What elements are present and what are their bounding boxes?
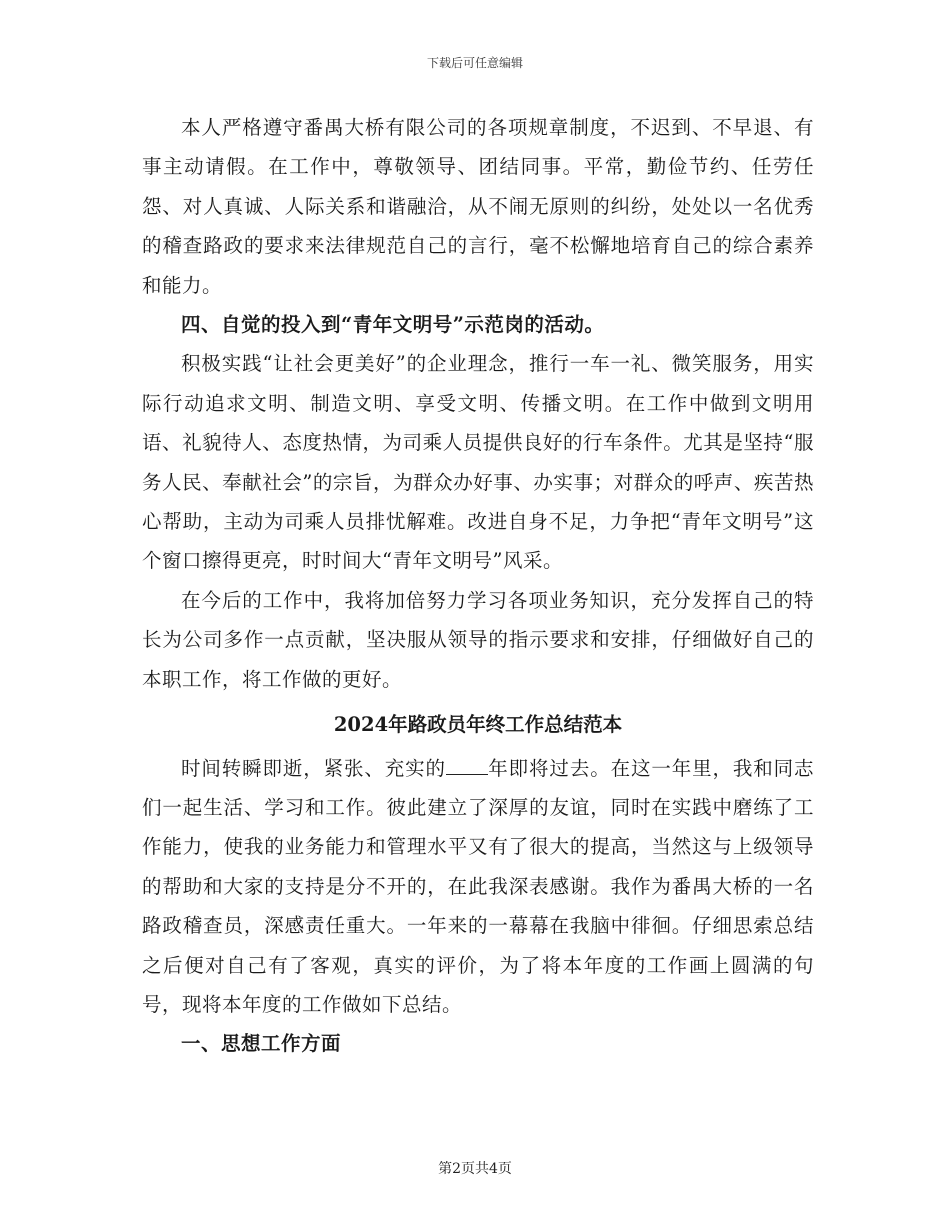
- year-blank-underline: [446, 756, 488, 775]
- intro-text-after: 年即将过去。在这一年里，我和同志们一起生活、学习和工作。彼此建立了深厚的友谊，同时在实践中磨练了工作能力，使我的业务能力和管理水平又有了很大的提高，当然这与上级领导的帮助和大家的支持是分不开的，在此我深表感谢。我作为番禺大桥的一名路政稽查员，深感责任重大。一年来的一幕幕在我脑中徘徊。仔细思索总结之后便对自己有了客观，真实的评价，为了将本年度的工作画上圆满的句号，现将本年度的工作做如下总结。: [142, 756, 814, 1016]
- section-heading-4: 四、自觉的投入到“青年文明号”示范岗的活动。: [181, 313, 605, 337]
- paragraph-civility: 积极实践“让社会更美好”的企业理念，推行一车一礼、微笑服务，用实际行动追求文明、制造文明、享受文明、传播文明。在工作中做到文明用语、礼貌待人、态度热情，为司乘人员提供良好的行车条件。尤其是坚持“服务人民、奉献社会”的宗旨，为群众办好事、办实事；对群众的呼声、疾苦热心帮助，主动为司乘人员排忧解难。改进自身不足，力争把“青年文明号”这个窗口擦得更亮，时时间大“青年文明号”风采。: [142, 352, 814, 573]
- document-body: [142, 108, 814, 1064]
- section-heading-1: 一、思想工作方面: [181, 1032, 342, 1056]
- intro-text-before: 时间转瞬即逝，紧张、充实的: [181, 756, 446, 780]
- paragraph-intro: [142, 749, 814, 1025]
- page-header-note: 下载后可任意编辑: [426, 56, 523, 70]
- paragraph-discipline: 本人严格遵守番禺大桥有限公司的各项规章制度，不迟到、不早退、有事主动请假。在工作中，尊敬领导、团结同事。平常，勤俭节约、任劳任怨、对人真诚、人际关系和谐融洽，从不闹无原则的纠纷，处处以一名优秀的稽查路政的要求来法律规范自己的言行，毫不松懈地培育自己的综合素养和能力。: [142, 116, 814, 297]
- page-number: 第2页共4页: [438, 1161, 512, 1177]
- paragraph-future-work: 在今后的工作中，我将加倍努力学习各项业务知识，充分发挥自己的特长为公司多作一点贡献，坚决服从领导的指示要求和安排，仔细做好自己的本职工作，将工作做的更好。: [142, 588, 814, 691]
- document-title: 2024年路政员年终工作总结范本: [333, 713, 623, 737]
